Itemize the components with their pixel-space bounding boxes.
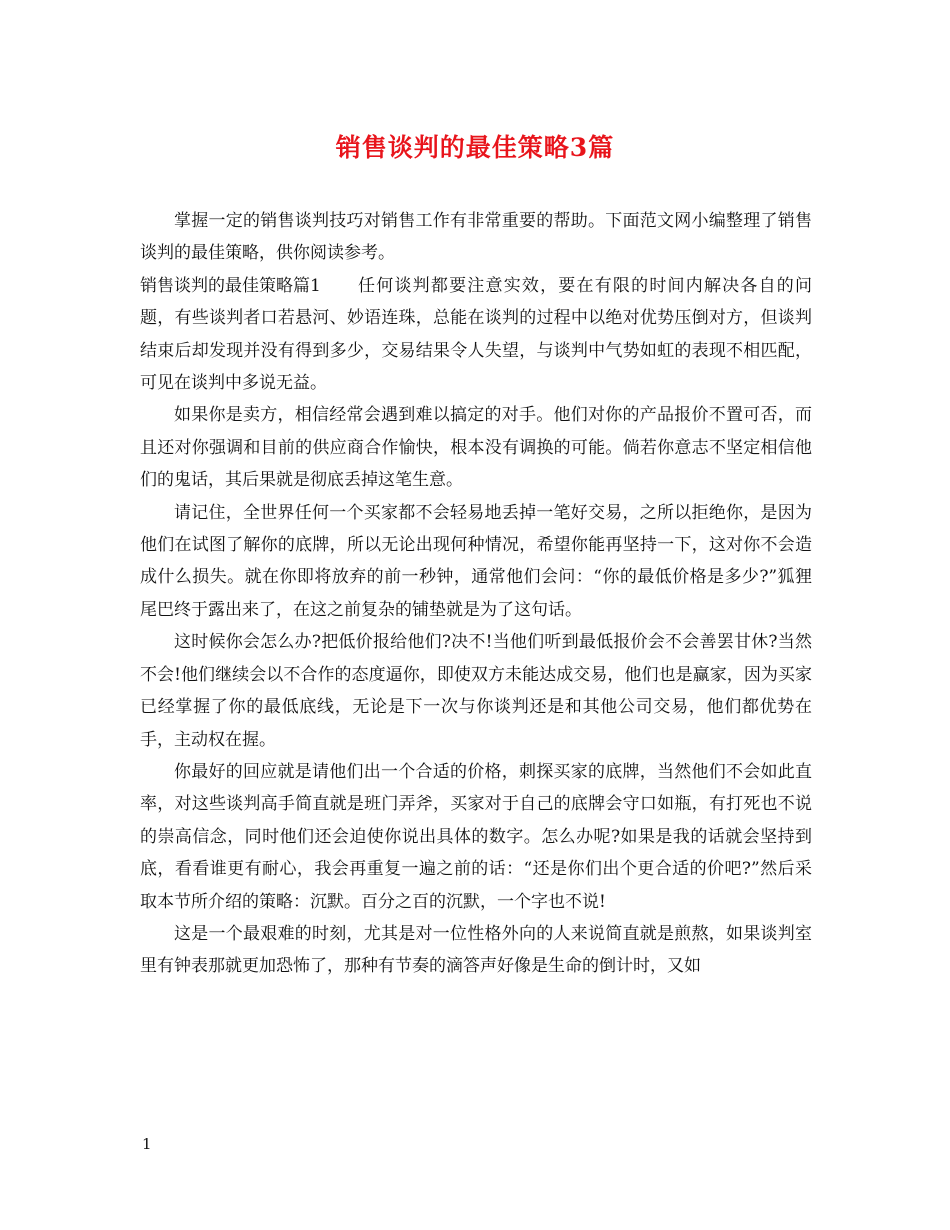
body-paragraph: 请记住，全世界任何一个买家都不会轻易地丢掉一笔好交易，之所以拒绝你，是因为他们在试图了解你的底牌，所以无论出现何种情况，希望你能再坚持一下，这对你不会造成什么损失。就在你即将放弃的前一秒钟，通常他们会问：“你的最低价格是多少?”狐狸尾巴终于露出来了，在这之前复杂的铺垫就是为了这句话。: [140, 502, 812, 620]
body-paragraph: 这时候你会怎么办?把低价报给他们?决不!当他们听到最低报价会不会善罢甘休?当然不会!他们继续会以不合作的态度逼你，即使双方未能达成交易，他们也是赢家，因为买家已经掌握了你的最低底线，无论是下一次与你谈判还是和其他公司交易，他们都优势在手，主动权在握。: [140, 632, 812, 750]
intro-paragraph: 掌握一定的销售谈判技巧对销售工作有非常重要的帮助。下面范文网小编整理了销售谈判的最佳策略，供你阅读参考。: [140, 211, 812, 264]
section-first-text: 任何谈判都要注意实效，要在有限的时间内解决各自的问题，有些谈判者口若悬河、妙语连珠，总能在谈判的过程中以绝对优势压倒对方，但谈判结束后却发现并没有得到多少，交易结果令人失望，与谈判中气势如虹的表现不相匹配，可见在谈判中多说无益。: [140, 275, 812, 394]
document-body: [140, 205, 812, 983]
document-title: 销售谈判的最佳策略3篇: [335, 133, 615, 162]
page-number: 1: [142, 1135, 152, 1153]
body-paragraph: 这是一个最艰难的时刻，尤其是对一位性格外向的人来说简直就是煎熬，如果谈判室里有钟表那就更加恐怖了，那种有节奏的滴答声好像是生命的倒计时，又如: [140, 923, 812, 977]
section-heading: 销售谈判的最佳策略篇1: [140, 275, 321, 296]
section-paragraph: [140, 270, 812, 400]
body-paragraph: 如果你是卖方，相信经常会遇到难以搞定的对手。他们对你的产品报价不置可否，而且还对你强调和目前的供应商合作愉快，根本没有调换的可能。倘若你意志不坚定相信他们的鬼话，其后果就是彻底丢掉这笔生意。: [140, 405, 812, 491]
body-paragraph: 你最好的回应就是请他们出一个合适的价格，刺探买家的底牌，当然他们不会如此直率，对这些谈判高手简直就是班门弄斧，买家对于自己的底牌会守口如瓶，有打死也不说的崇高信念，同时他们还会迫使你说出具体的数字。怎么办呢?如果是我的话就会坚持到底，看看谁更有耐心，我会再重复一遍之前的话：“还是你们出个更合适的价吧?”然后采取本节所介绍的策略：沉默。百分之百的沉默，一个字也不说!: [140, 761, 812, 912]
